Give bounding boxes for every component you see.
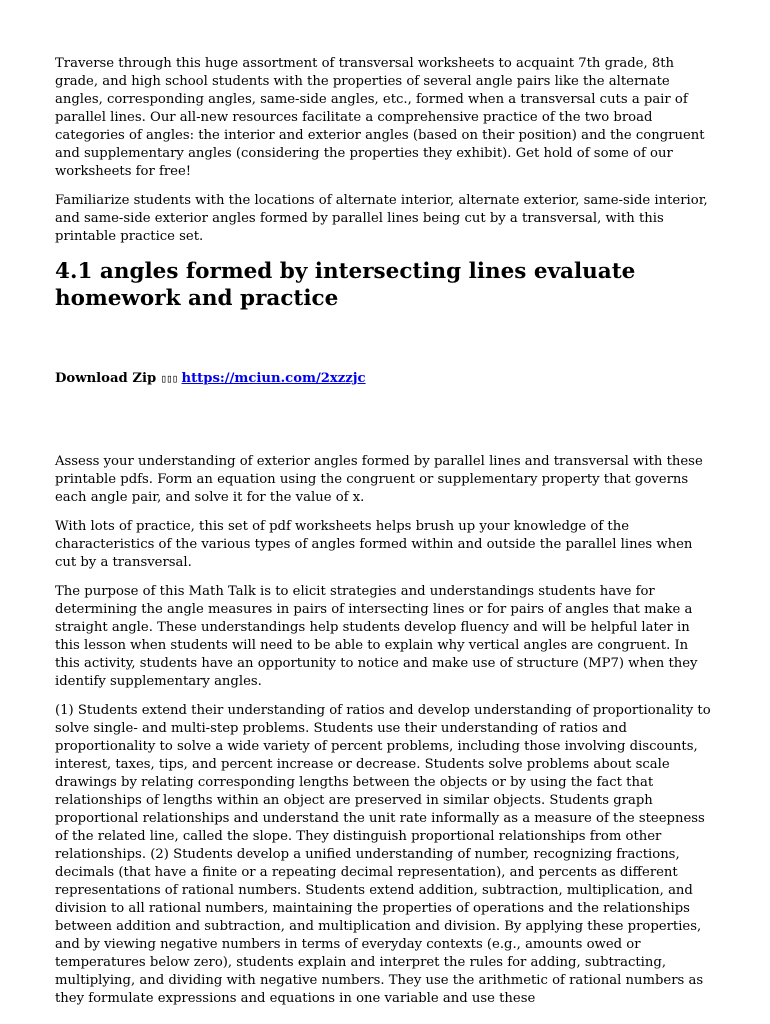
body-paragraph-3: The purpose of this Math Talk is to elicit strategies and understandings students have for determining the angle measures in pairs of intersecting lines or for pairs of angles that make a straight angle. These understandings help students develop fluency and will be helpful later in this lesson when students will need to be able to explain why vertical angles are congruent. In this activity, students have an opportunity to notice and make use of structure (MP7) when they identify supplementary angles. xyxy=(55,584,698,689)
document-content xyxy=(55,55,715,1019)
intro-paragraph-1: Traverse through this huge assortment of transversal worksheets to acquaint 7th grade, 8th grade, and high school students with the properties of several angle pairs like the alternate angles, corresponding angles, same-side angles, etc., formed when a transversal cuts a pair of parallel lines. Our all-new resources facilitate a comprehensive practice of the two broad categories of angles: the interior and exterior angles (based on their position) and the congruent and supplementary angles (considering the properties they exhibit). Get hold of some of our worksheets for free! xyxy=(55,56,705,179)
download-arrow-glyphs: ▯▯▯ xyxy=(160,372,178,385)
download-row xyxy=(55,370,715,388)
page-title: 4.1 angles formed by intersecting lines evaluate homework and practice xyxy=(55,259,636,311)
body-paragraph-1: Assess your understanding of exterior angles formed by parallel lines and transversal with these printable pdfs. Form an equation using the congruent or supplementary property that governs each angle pair, and solve it for the value of x. xyxy=(55,454,703,505)
download-link[interactable]: https://mciun.com/2xzzjc xyxy=(181,371,366,386)
body-section xyxy=(55,453,715,1008)
download-label: Download Zip xyxy=(55,371,157,386)
body-paragraph-4: (1) Students extend their understanding of ratios and develop understanding of proportionality to solve single- and multi-step problems. Students use their understanding of ratios and proportionality to solve a wide variety of percent problems, including those involving discounts, interest, taxes, tips, and percent increase or decrease. Students solve problems about scale drawings by relating corresponding lengths between the objects or by using the fact that relationships of lengths within an object are preserved in similar objects. Students graph proportional relationships and understand the unit rate informally as a measure of the steepness of the related line, called the slope. They distinguish proportional relationships from other relationships. (2) Students develop a unified understanding of number, recognizing fractions, decimals (that have a finite or a repeating decimal representation), and percents as different representations of rational numbers. Students extend addition, subtraction, multiplication, and division to all rational numbers, maintaining the properties of operations and the relationships between addition and subtraction, and multiplication and division. By applying these properties, and by viewing negative numbers in terms of everyday contexts (e.g., amounts owed or temperatures below zero), students explain and interpret the rules for adding, subtracting, multiplying, and dividing with negative numbers. They use the arithmetic of rational numbers as they formulate expressions and equations in one variable and use these xyxy=(55,703,711,1006)
intro-section xyxy=(55,55,715,246)
body-paragraph-2: With lots of practice, this set of pdf worksheets helps brush up your knowledge of the characteristics of the various types of angles formed within and outside the parallel lines when cut by a transversal. xyxy=(55,519,693,570)
intro-paragraph-2: Familiarize students with the locations of alternate interior, alternate exterior, same-side interior, and same-side exterior angles formed by parallel lines being cut by a transversal, with this printable practice set. xyxy=(55,193,708,244)
